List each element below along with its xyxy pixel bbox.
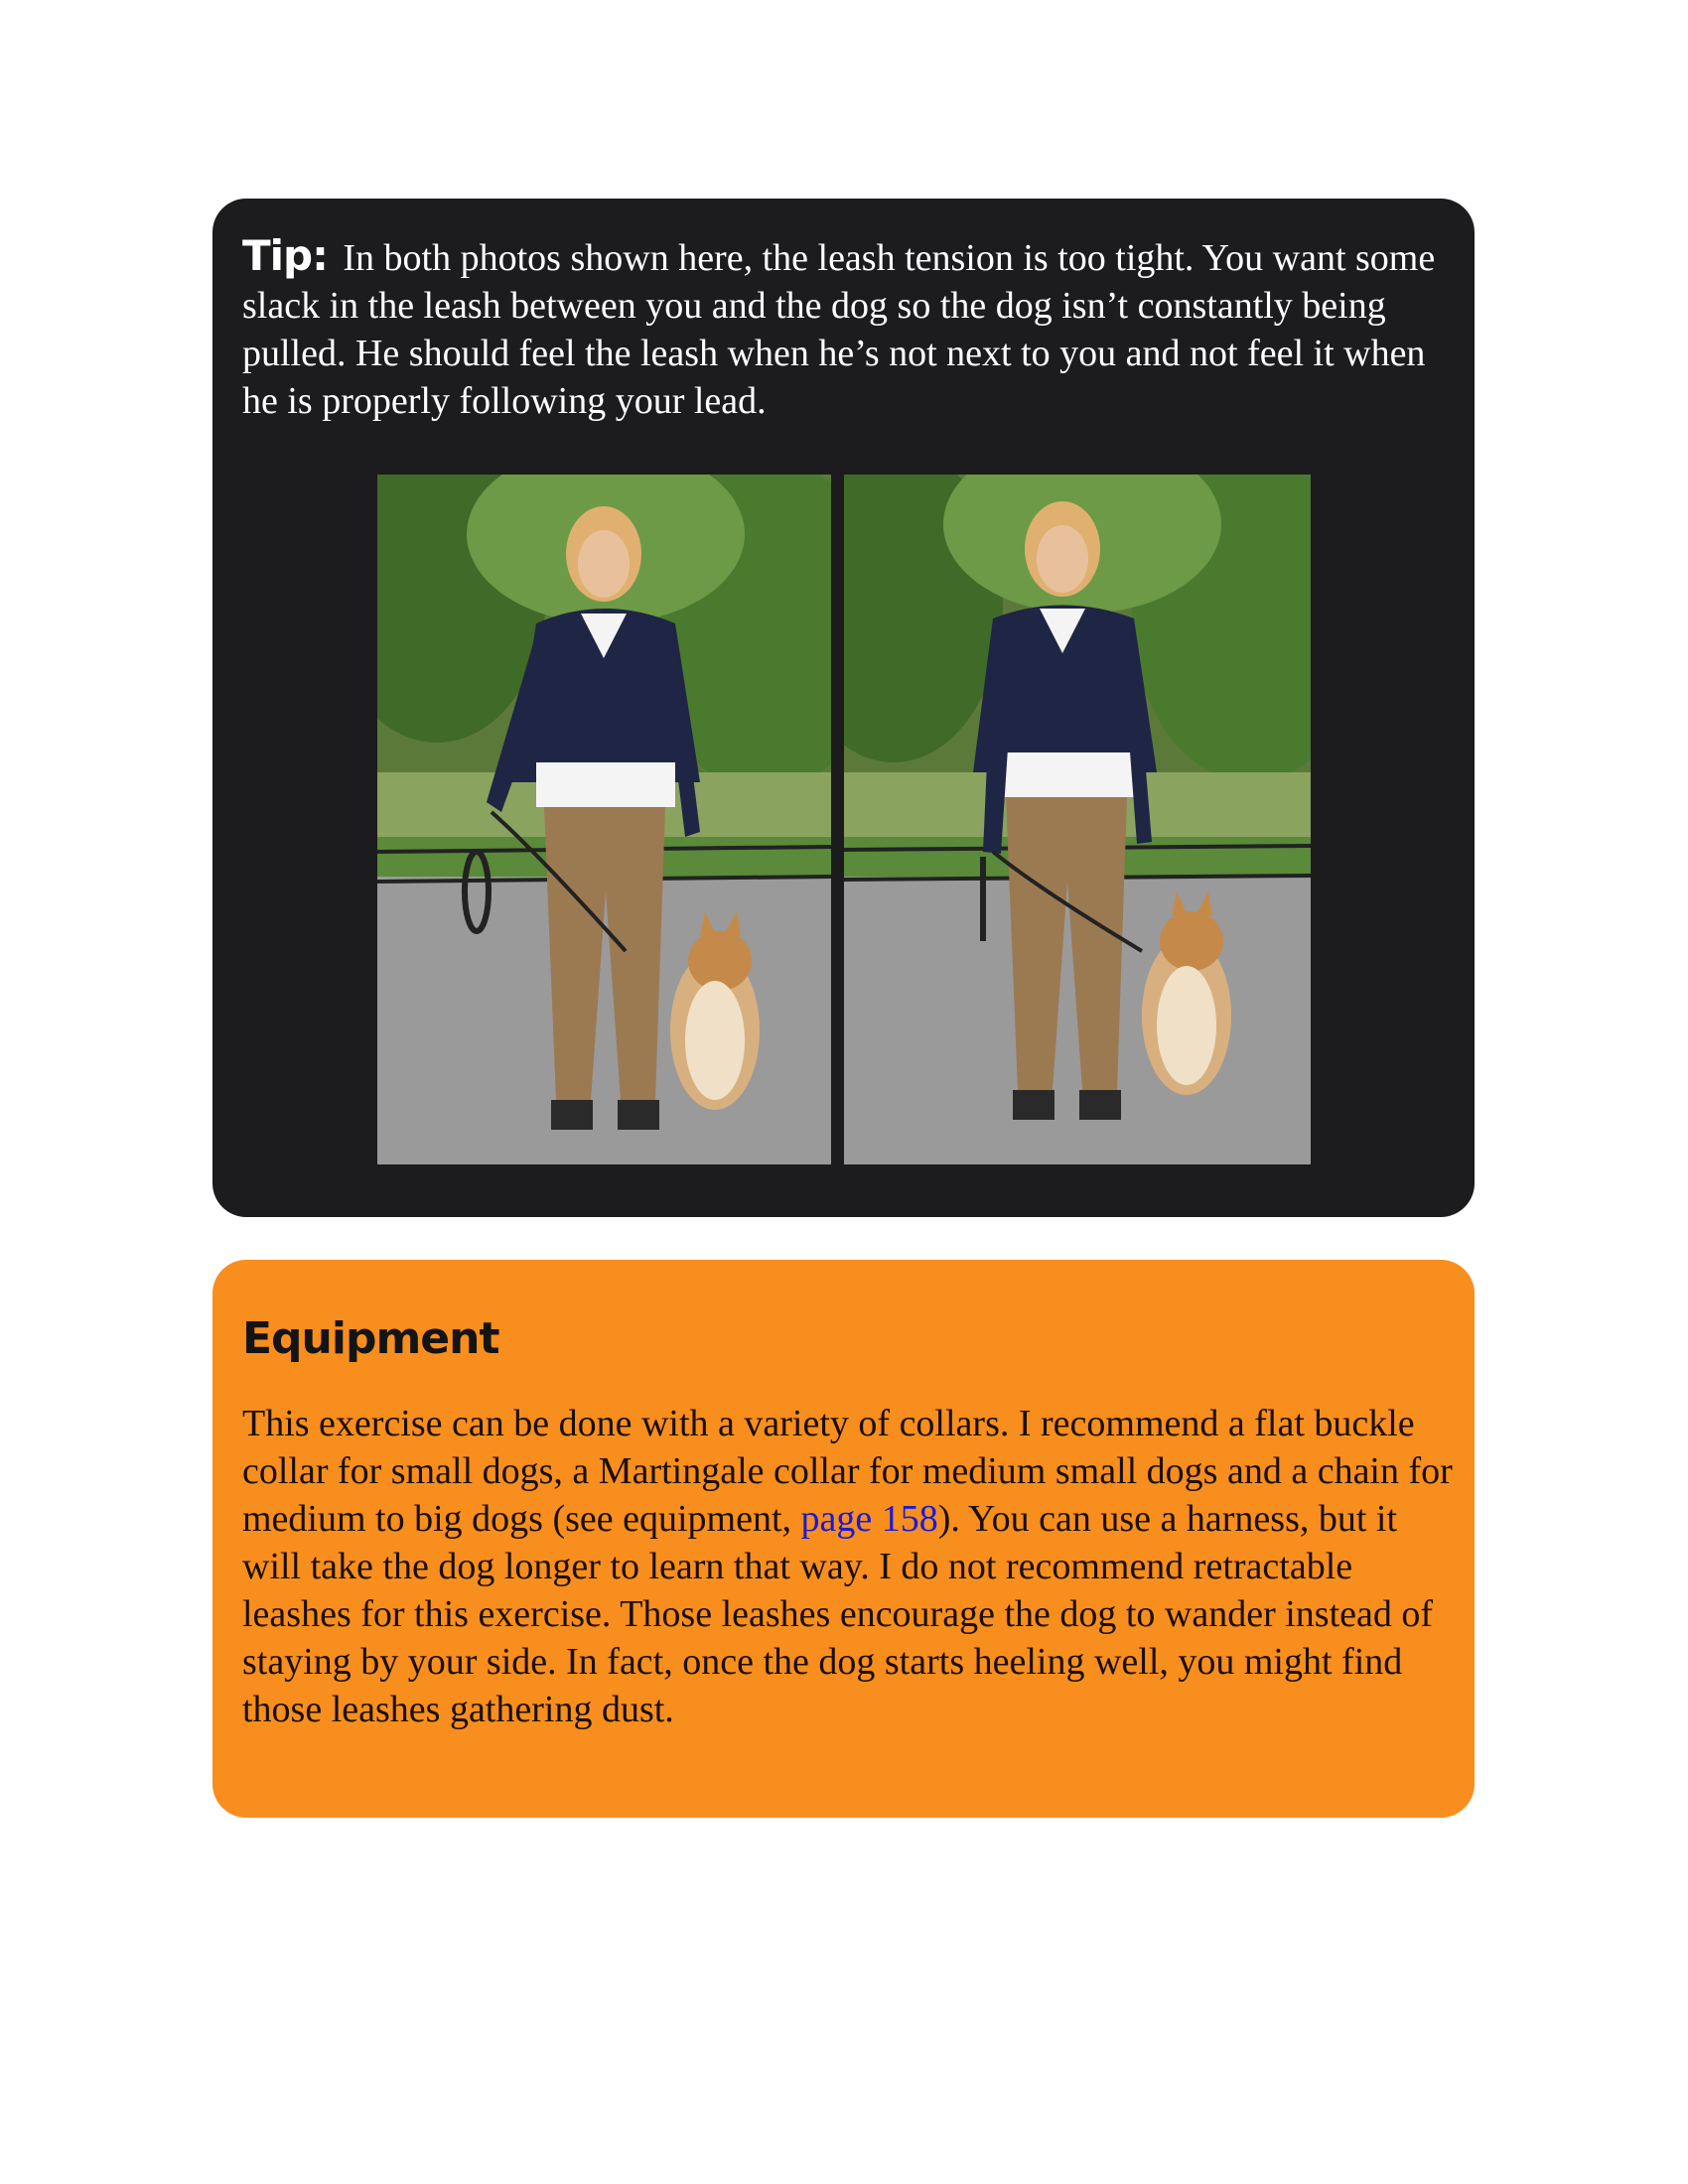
photo-left-image: [377, 475, 831, 1164]
photo-left: [377, 475, 831, 1164]
tip-label: Tip:: [242, 231, 328, 280]
tip-text: In both photos shown here, the leash tension is too tight. You want some slack in the leash between you and the dog so the dog isn’t constantly being pulled. He should feel the leash when he’s not next to you and not feel it when he is properly following your lead.: [242, 237, 1436, 422]
equipment-text-end: ). You can use a harness, but it will take the dog longer to learn that way. I do not recommend retractable leashes for this exercise. Those leashes encourage the dog to wander instead of staying by your side. In fact, once the dog starts heeling well, you might find those leashes gathering dust.: [242, 1498, 1434, 1730]
tip-paragraph: [242, 232, 1454, 425]
photo-right: [844, 475, 1311, 1164]
equipment-title: Equipment: [242, 1313, 499, 1364]
photo-right-image: [844, 475, 1311, 1164]
page-158-link[interactable]: page 158: [800, 1498, 938, 1540]
equipment-box: [212, 1260, 1475, 1818]
tip-box: [212, 199, 1475, 1217]
equipment-text-start: This exercise can be done with a variety of collars. I recommend a flat buckle collar for small dogs, a Martingale collar for medium small dogs and a chain for medium to big dogs (see equipment,: [242, 1403, 1453, 1540]
equipment-paragraph: [242, 1400, 1459, 1733]
